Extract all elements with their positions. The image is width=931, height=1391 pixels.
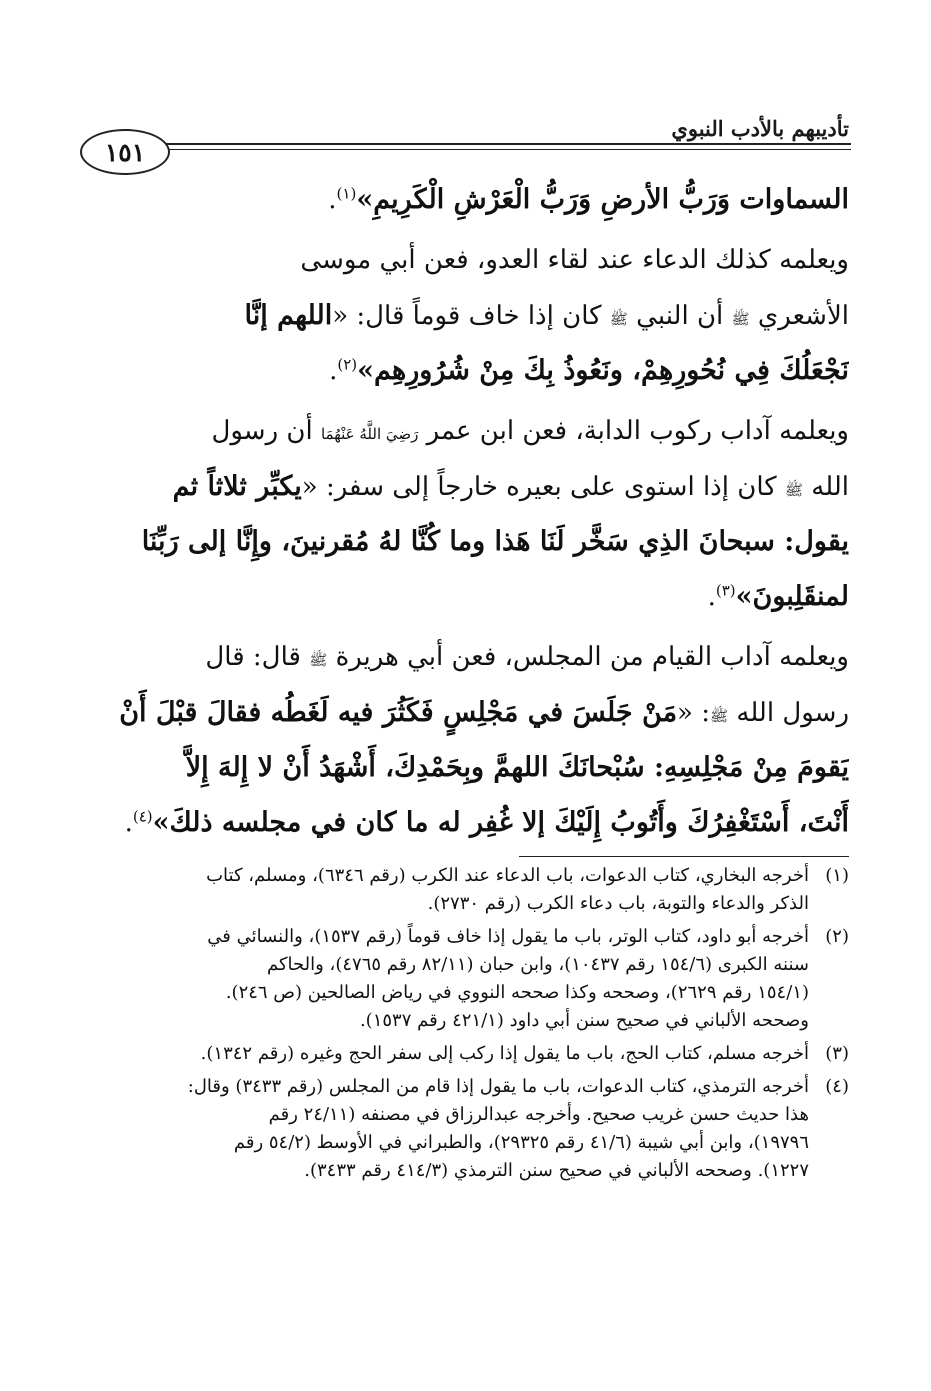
- footnote-text: أخرجه أبو داود، كتاب الوتر، باب ما يقول إذا خاف قوماً (رقم ١٥٣٧)، والنسائي في: [207, 926, 809, 947]
- body-line: [81, 459, 849, 514]
- hadith-quote: يقول: سبحانَ الذِي سَخَّر لَنَا هَذا وما كُنَّا لهُ مُقرنينَ، وإِنَّا إلى رَبِّنَا: [141, 526, 849, 557]
- footnote-line: [81, 1157, 849, 1185]
- body-line: [81, 404, 849, 459]
- body-text-segment: ويعلمه آداب القيام من المجلس، فعن أبي هريرة: [327, 642, 849, 672]
- body-text-segment: كان إذا خاف قوماً قال: «: [332, 301, 610, 331]
- body-text-segment: .: [328, 185, 337, 215]
- footnote-line: [81, 1073, 849, 1101]
- body-line: [81, 172, 849, 227]
- footnote-line: [81, 1129, 849, 1157]
- footnote-number: (٤): [825, 1076, 849, 1097]
- footnote-separator: [519, 856, 849, 857]
- honorific-glyph: ﷺ: [784, 481, 804, 499]
- footnote-text: وصححه الألباني في صحيح سنن أبي داود (٤٢١/١ رقم ١٥٣٧).: [359, 1010, 809, 1031]
- body-text-segment: .: [124, 808, 133, 838]
- footnote-text: أخرجه الترمذي، كتاب الدعوات، باب ما يقول إذا قام من المجلس (رقم ٣٤٣٣) وقال:: [187, 1076, 809, 1097]
- body-line: [81, 233, 849, 288]
- body-text-segment: أن رسول: [211, 416, 321, 446]
- hadith-quote: السماوات وَرَبُّ الأرضِ وَرَبُّ الْعَرْشِ الْكَرِيمِ»: [356, 184, 849, 215]
- body-line: [81, 569, 849, 624]
- footnote: [81, 862, 849, 918]
- hadith-quote: يَقومَ مِنْ مَجْلِسِهِ: سُبْحانَكَ اللهمَّ وبِحَمْدِكَ، أَشْهَدُ أَنْ لا إِلهَ إِلاَّ: [185, 752, 849, 783]
- footnote: [81, 1073, 849, 1185]
- footnote-line: [81, 862, 849, 890]
- footnote-text: أخرجه البخاري، كتاب الدعوات، باب الدعاء عند الكرب (رقم ٦٣٤٦)، ومسلم، كتاب: [206, 865, 809, 886]
- footnote-line: [81, 1101, 849, 1129]
- footnote-marker: (٣): [715, 581, 736, 600]
- footnote-line: [81, 1040, 849, 1068]
- footnote-text: أخرجه مسلم، كتاب الحج، باب ما يقول إذا ركب إلى سفر الحج وغيره (رقم ١٣٤٢).: [200, 1043, 809, 1064]
- body-text-segment: .: [329, 356, 338, 386]
- hadith-quote: اللهم إنَّا: [244, 300, 333, 331]
- footnote-line: [81, 1007, 849, 1035]
- body-text-segment: : «: [677, 698, 710, 728]
- body-text-segment: كان إذا استوى على بعيره خارجاً إلى سفر: «: [301, 472, 785, 502]
- footnote-text: سننه الكبرى (١٥٤/٦ رقم ١٠٤٣٧)، وابن حبان (٨٢/١١ رقم ٤٧٦٥)، والحاكم: [266, 954, 809, 975]
- body-text-segment: رسول الله: [728, 698, 849, 728]
- header-rule: [160, 143, 851, 150]
- footnotes: [81, 862, 849, 1190]
- hadith-quote: أَنْتَ، أَسْتَغْفِرُكَ وأَتُوبُ إِلَيْكَ إلا غُفِر له ما كان في مجلسه ذلكَ»: [152, 807, 849, 838]
- footnote-text: الذكر والدعاء والتوبة، باب دعاء الكرب (رقم ٢٧٣٠).: [427, 893, 809, 914]
- footnote-marker: (١): [336, 184, 357, 203]
- body-line: [81, 740, 849, 795]
- page-number: ١٥١: [80, 129, 170, 175]
- honorific-glyph: ﷺ: [309, 651, 328, 669]
- footnote-marker: (٤): [132, 807, 153, 826]
- footnote-line: [81, 979, 849, 1007]
- footnote: [81, 923, 849, 1035]
- hadith-quote: يكبِّر ثلاثاً ثم: [172, 471, 302, 502]
- body-text-segment: قال: قال: [205, 642, 310, 672]
- honorific-glyph: رَضِيَ اللَّهُ عَنْهُمَا: [320, 425, 419, 443]
- body-text-segment: الله: [803, 472, 849, 502]
- body-text-segment: أن النبي: [627, 301, 732, 331]
- body-text-segment: ويعلمه كذلك الدعاء عند لقاء العدو، فعن أبي موسى: [300, 245, 849, 275]
- footnote-text: ١٢٢٧). وصححه الألباني في صحيح سنن الترمذي (٤١٤/٣ رقم ٣٤٣٣).: [304, 1160, 809, 1181]
- body-line: [81, 630, 849, 685]
- hadith-quote: لمنقَلِبونَ»: [735, 581, 849, 612]
- body-text-segment: .: [707, 582, 716, 612]
- footnote-number: (٣): [825, 1043, 849, 1064]
- body-text: [81, 172, 849, 850]
- footnote: [81, 1040, 849, 1068]
- honorific-glyph: ﷺ: [709, 707, 729, 725]
- body-text-segment: ويعلمه آداب ركوب الدابة، فعن ابن عمر: [418, 416, 849, 446]
- footnote-marker: (٢): [337, 355, 358, 374]
- hadith-quote: نَجْعَلُكَ فِي نُحُورِهِمْ، ونَعُوذُ بِكَ مِنْ شُرُورِهِم»: [357, 355, 849, 386]
- footnote-text: ١٩٧٩٦)، وابن أبي شيبة (٤١/٦ رقم ٢٩٣٢٥)، والطبراني في الأوسط (٥٤/٢ رقم: [233, 1132, 809, 1153]
- footnote-text: هذا حديث حسن غريب صحيح. وأخرجه عبدالرزاق في مصنفه (٢٤/١١ رقم: [268, 1104, 809, 1125]
- footnote-number: (١): [825, 865, 849, 886]
- running-title: تأديبهم بالأدب النبوي: [671, 116, 849, 141]
- honorific-glyph: ﷺ: [731, 310, 750, 328]
- body-line: [81, 288, 849, 343]
- hadith-quote: مَنْ جَلَسَ في مَجْلِسٍ فَكَثُرَ فيه لَغَطُه فقالَ قبْلَ أَنْ: [119, 697, 678, 728]
- footnote-text: (١٥٤/١ رقم ٢٦٢٩)، وصححه وكذا صححه النووي في رياض الصالحين (ص ٢٤٦).: [225, 982, 809, 1003]
- body-line: [81, 343, 849, 398]
- body-line: [81, 795, 849, 850]
- honorific-glyph: ﷺ: [609, 310, 628, 328]
- footnote-line: [81, 890, 849, 918]
- footnote-line: [81, 923, 849, 951]
- footnote-line: [81, 951, 849, 979]
- body-line: [81, 685, 849, 740]
- body-text-segment: الأشعري: [749, 301, 849, 331]
- body-line: [81, 514, 849, 569]
- footnote-number: (٢): [825, 926, 849, 947]
